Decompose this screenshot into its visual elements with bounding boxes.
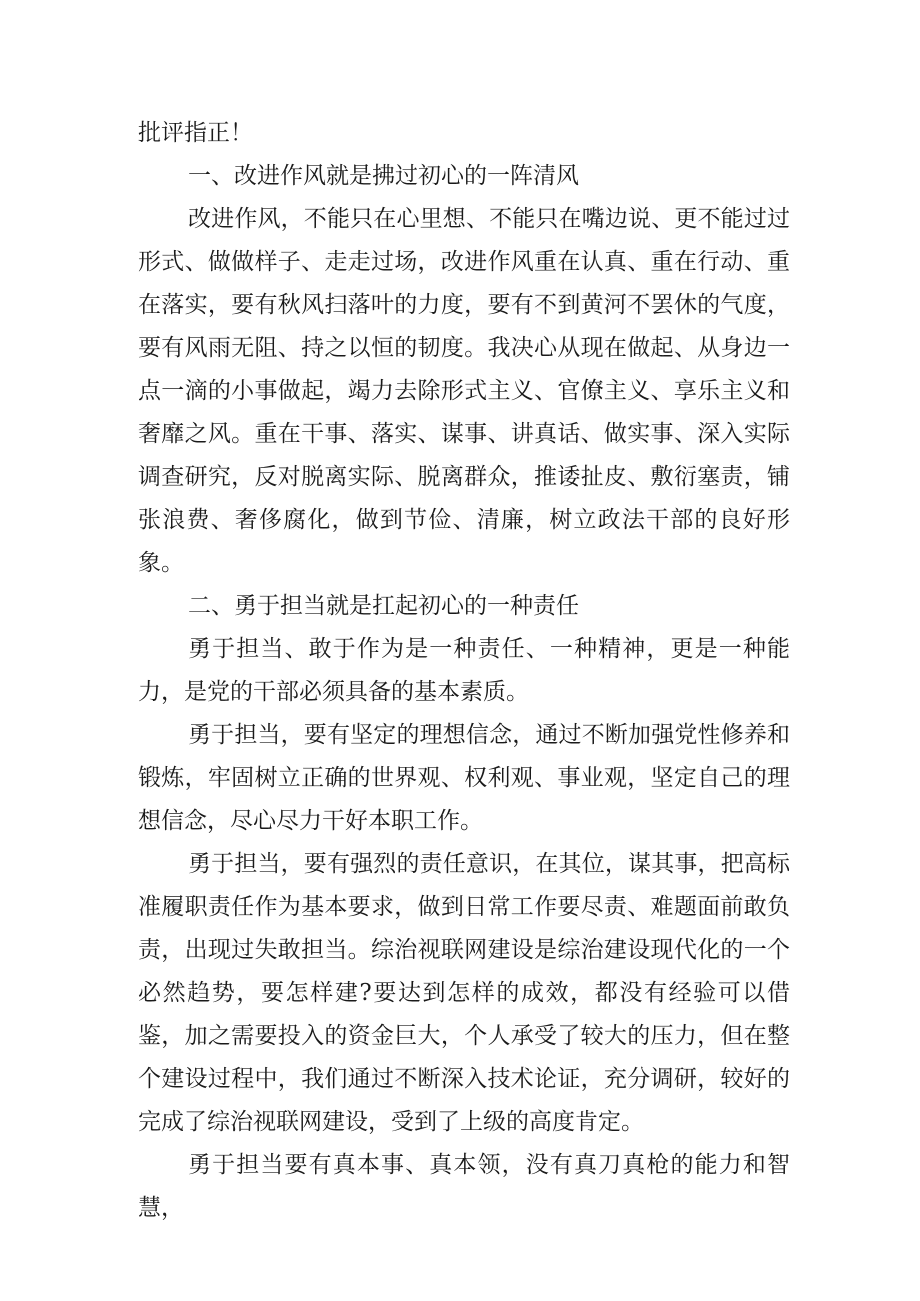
paragraph-duty-awareness: 勇于担当，要有强烈的责任意识，在其位，谋其事，把高标准履职责任作为基本要求，做到日常工作要尽责、难题面前敢负责，出现过失敢担当。综治视联网建设是综治建设现代化的一个必然趋势，要怎样建?要达到怎样的成效，都没有经验可以借鉴，加之需要投入的资金巨大，个人承受了较大的压力，但在整个建设过程中，我们通过不断深入技术论证，充分调研，较好的完成了综治视联网建设，受到了上级的高度肯定。 [138,851,790,1135]
section-heading-1: 一、改进作风就是拂过初心的一阵清风 [188,163,579,189]
paragraph-ideals: 勇于担当，要有坚定的理想信念，通过不断加强党性修养和锻炼，牢固树立正确的世界观、权利观、事业观，坚定自己的理想信念，尽心尽力干好本职工作。 [138,722,790,834]
paragraph-closing: 批评指正！ [138,120,253,146]
paragraph-responsibility: 勇于担当、敢于作为是一种责任、一种精神，更是一种能力，是党的干部必须具备的基本素质。 [138,636,790,705]
paragraph-style-improvement: 改进作风，不能只在心里想、不能只在嘴边说、更不能过过形式、做做样子、走走过场，改进作风重在认真、重在行动、重在落实，要有秋风扫落叶的力度，要有不到黄河不罢休的气度，要有风雨无阻、持之以恒的韧度。我决心从现在做起、从身边一点一滴的小事做起，竭力去除形式主义、官僚主义、享乐主义和奢靡之风。重在干事、落实、谋事、讲真话、做实事、深入实际调查研究，反对脱离实际、脱离群众，推诿扯皮、敷衍塞责，铺张浪费、奢侈腐化，做到节俭、清廉，树立政法干部的良好形象。 [138,206,790,576]
section-heading-2: 二、勇于担当就是扛起初心的一种责任 [188,593,579,619]
document-body [138,112,790,1230]
paragraph-real-skills: 勇于担当要有真本事、真本领，没有真刀真枪的能力和智慧， [138,1152,790,1221]
